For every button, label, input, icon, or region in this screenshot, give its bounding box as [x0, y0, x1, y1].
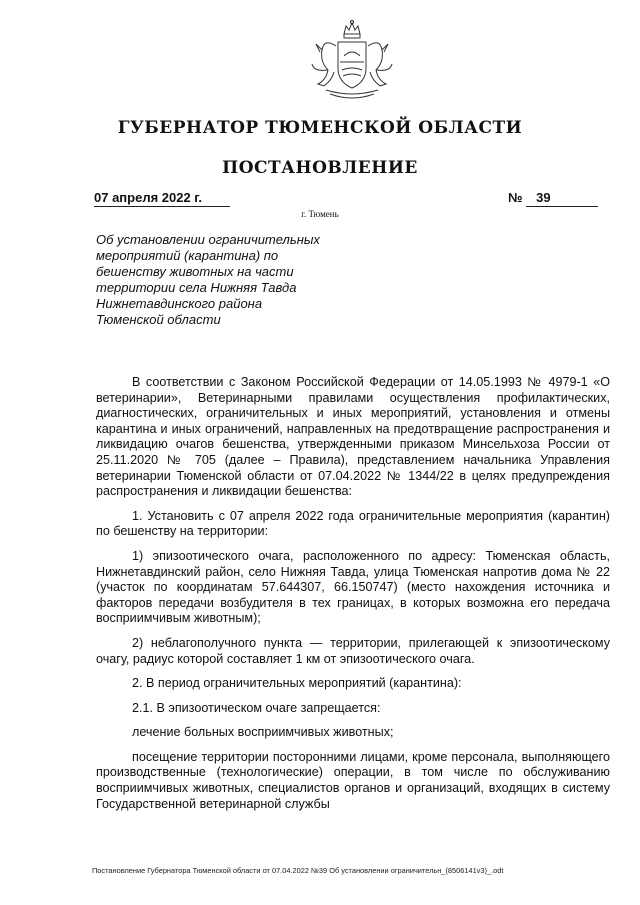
- governor-title: ГУБЕРНАТОР ТЮМЕНСКОЙ ОБЛАСТИ: [117, 118, 523, 138]
- subject-line: территории села Нижняя Тавда: [96, 280, 297, 295]
- document-type-title: ПОСТАНОВЛЕНИЕ: [222, 158, 418, 178]
- decree-number: 39: [526, 190, 598, 207]
- city-label: г. Тюмень: [301, 209, 339, 219]
- item-1-2-paragraph: 2) неблагополучного пункта — территории, прилегающей к эпизоотическому очагу, радиус которой составляет 1 км от эпизоотического очага.: [96, 635, 610, 666]
- prohibition-paragraph: посещение территории посторонними лицами, кроме персонала, выполняющего производственные (технологические) операции, в том числе по обслуживанию восприимчивых животных, специалистов органов и организаций, входящих в систему Государственной ветеринарной службы: [96, 749, 610, 811]
- decree-date: 07 апреля 2022 г.: [94, 190, 230, 207]
- subject-line: Об установлении ограничительных: [96, 232, 320, 247]
- subject-line: мероприятий (карантина) по: [96, 248, 279, 263]
- coat-of-arms-icon: [306, 20, 398, 102]
- subject-line: Тюменской области: [96, 312, 221, 327]
- item-1-paragraph: 1. Установить с 07 апреля 2022 года ограничительные мероприятия (карантин) по бешенству на территории:: [96, 508, 610, 539]
- subject-line: бешенству животных на части: [96, 264, 294, 279]
- decree-body: [96, 375, 610, 821]
- preamble-paragraph: В соответствии с Законом Российской Федерации от 14.05.1993 № 4979-1 «О ветеринарии», Ветеринарными правилами осуществления профилактических, диагностических, ограничительных и иных мероприятий, установления и отмены карантина и иных ограничений, направленных на предотвращение распространения и ликвидацию очагов бешенства, утвержденными приказом Минсельхоза России от 25.11.2020 № 705 (далее – Правила), представлением начальника Управления ветеринарии Тюменской области от 07.04.2022 № 1344/22 в целях предупреждения распространения и ликвидации бешенства:: [96, 375, 610, 499]
- number-sign: №: [508, 190, 523, 205]
- item-1-1-paragraph: 1) эпизоотического очага, расположенного по адресу: Тюменская область, Нижнетавдинский район, село Нижняя Тавда, улица Тюменская напротив дома № 22 (участок по координатам 57.644307, 66.150747) (место нахождения источника и факторов передачи возбудителя в тех границах, в которых возможна его передача восприимчивым животным);: [96, 548, 610, 626]
- decree-subject: [96, 232, 346, 328]
- item-2-1-paragraph: 2.1. В эпизоотическом очаге запрещается:: [132, 700, 381, 715]
- decree-number-block: [508, 190, 598, 207]
- item-2-paragraph: 2. В период ограничительных мероприятий (карантина):: [132, 676, 462, 691]
- prohibition-paragraph: лечение больных восприимчивых животных;: [132, 725, 394, 740]
- document-footer: Постановление Губернатора Тюменской области от 07.04.2022 №39 Об установлении ограничительн_(8506141v3)_.odt: [92, 866, 504, 875]
- subject-line: Нижнетавдинского района: [96, 296, 263, 311]
